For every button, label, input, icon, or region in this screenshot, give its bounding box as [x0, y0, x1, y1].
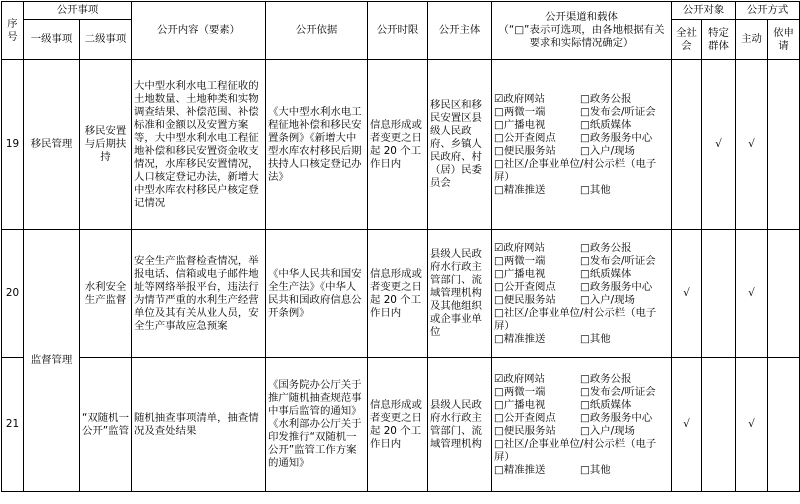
row-content: 大中型水利水电工程征收的土地数量、土地种类和实物调查结果、补偿范围、补偿标准和金额以及安置方案等，大中型水利水电工程征地补偿和移民安置资金收支情况，水库移民安置情况，人口核定登记办法，新增大中型水库农村移民户核定登记情况: [132, 60, 266, 230]
header-level2: 二级事项: [80, 20, 132, 60]
channel-option[interactable]: □政务服务中心: [580, 280, 653, 293]
channel-option[interactable]: □广播电视: [494, 118, 546, 131]
table-row: [2, 60, 800, 230]
row-subject: 县级人民政府水行政主管部门、流域管理机构及其他组织或企事业单位: [428, 230, 492, 358]
channel-option[interactable]: □精准推送: [494, 463, 546, 476]
channel-option[interactable]: □政务服务中心: [580, 131, 653, 144]
channel-option[interactable]: □发布会/听证会: [580, 105, 656, 118]
channel-option[interactable]: □公开查阅点: [494, 131, 556, 144]
row-basis: 《大中型水利水电工程征地补偿和移民安置条例》《新增大中型水库农村移民后期扶持人口核定登记办法》: [266, 60, 368, 230]
channel-option[interactable]: □便民服务站: [494, 144, 556, 157]
row-time-limit: 信息形成或者变更之日起 20 个工作日内: [368, 358, 428, 492]
header-audience: 公开对象: [672, 2, 736, 20]
channel-option[interactable]: □纸质媒体: [580, 267, 632, 280]
row-audience-all: [672, 60, 702, 230]
channel-option[interactable]: □社区/企事业单位/村公示栏（电子屏）: [494, 306, 657, 332]
channel-option[interactable]: □入户/现场: [580, 293, 635, 306]
row-subject: 县级人民政府水行政主管部门、流域管理机构: [428, 358, 492, 492]
channel-option[interactable]: □入户/现场: [580, 144, 635, 157]
channel-option[interactable]: □其他: [580, 332, 611, 345]
row-basis: 《国务院办公厅关于推广随机抽查规范事中事后监管的通知》《水利部办公厅关于印发推行“双随机一公开”监管工作方案的通知》: [266, 358, 368, 492]
table-row: [2, 230, 800, 358]
channel-option[interactable]: □发布会/听证会: [580, 385, 656, 398]
row-method-active: √: [736, 60, 768, 230]
row-content: 安全生产监督检查情况，举报电话、信箱或电子邮件地址等网络举报平台，违法行为情节严重的水利生产经营单位及其有关从业人员，安全生产事故应急预案: [132, 230, 266, 358]
channel-option[interactable]: □纸质媒体: [580, 398, 632, 411]
channel-option[interactable]: □两微一端: [494, 385, 546, 398]
header-method-active: 主动: [736, 20, 768, 60]
row-content: 随机抽查事项清单，抽查情况及查处结果: [132, 358, 266, 492]
header-channel-note: （“□”表示可选项，由各地根据有关要求和实际情况确定）: [498, 24, 665, 49]
row-method-active: √: [736, 358, 768, 492]
disclosure-table: [1, 1, 800, 492]
channel-option[interactable]: □其他: [580, 463, 611, 476]
channel-option[interactable]: □广播电视: [494, 398, 546, 411]
channel-option[interactable]: □政务公报: [580, 372, 632, 385]
row-audience-specific: [702, 230, 736, 358]
header-seq: 序号: [2, 2, 24, 60]
row-method-request: [768, 230, 800, 358]
channel-option[interactable]: □发布会/听证会: [580, 254, 656, 267]
row-seq: 21: [2, 358, 24, 492]
row-audience-specific: √: [702, 60, 736, 230]
header-method: 公开方式: [736, 2, 800, 20]
header-content: 公开内容（要素）: [132, 2, 266, 60]
channel-option[interactable]: ☑政府网站: [494, 372, 545, 385]
row-channels: [492, 230, 672, 358]
channel-option[interactable]: □纸质媒体: [580, 118, 632, 131]
channel-option[interactable]: □便民服务站: [494, 293, 556, 306]
row-audience-all: √: [672, 230, 702, 358]
row-channels: [492, 60, 672, 230]
row-subject: 移民区和移民安置区县级人民政府、乡镇人民政府、村（居）民委员会: [428, 60, 492, 230]
row-method-request: [768, 358, 800, 492]
row-seq: 19: [2, 60, 24, 230]
header-time-limit: 公开时限: [368, 2, 428, 60]
row-level2: 移民安置与后期扶持: [80, 60, 132, 230]
header-subject: 公开主体: [428, 2, 492, 60]
channel-option[interactable]: □两微一端: [494, 254, 546, 267]
row-level2: 水利安全生产监督: [80, 230, 132, 358]
header-audience-all: 全社会: [672, 20, 702, 60]
channel-option[interactable]: ☑政府网站: [494, 241, 545, 254]
channel-option[interactable]: □便民服务站: [494, 424, 556, 437]
header-audience-specific: 特定群体: [702, 20, 736, 60]
row-channels: [492, 358, 672, 492]
channel-option[interactable]: □公开查阅点: [494, 411, 556, 424]
channel-option[interactable]: □精准推送: [494, 183, 546, 196]
row-basis: 《中华人民共和国安全生产法》《中华人民共和国政府信息公开条例》: [266, 230, 368, 358]
row-time-limit: 信息形成或者变更之日起 20 个工作日内: [368, 60, 428, 230]
channel-option[interactable]: □政务公报: [580, 92, 632, 105]
row-seq: 20: [2, 230, 24, 358]
channel-option[interactable]: □政务公报: [580, 241, 632, 254]
header-level1: 一级事项: [24, 20, 80, 60]
channel-option[interactable]: □社区/企事业单位/村公示栏（电子屏）: [494, 157, 657, 183]
row-level1: 移民管理: [24, 60, 80, 230]
header-channel: [492, 2, 672, 60]
channel-option[interactable]: ☑政府网站: [494, 92, 545, 105]
row-time-limit: 信息形成或者变更之日起 20 个工作日内: [368, 230, 428, 358]
row-method-request: [768, 60, 800, 230]
header-basis: 公开依据: [266, 2, 368, 60]
row-audience-specific: [702, 358, 736, 492]
channel-option[interactable]: □其他: [580, 183, 611, 196]
channel-option[interactable]: □政务服务中心: [580, 411, 653, 424]
header-channel-title: 公开渠道和载体: [545, 11, 618, 23]
header-method-request: 依申请: [768, 20, 800, 60]
header-matter: 公开事项: [24, 2, 132, 20]
header-row-1: [2, 2, 800, 20]
row-method-active: √: [736, 230, 768, 358]
row-audience-all: √: [672, 358, 702, 492]
channel-option[interactable]: □广播电视: [494, 267, 546, 280]
channel-option[interactable]: □社区/企事业单位/村公示栏（电子屏）: [494, 437, 657, 463]
channel-option[interactable]: □公开查阅点: [494, 280, 556, 293]
row-level1: 监督管理: [24, 230, 80, 492]
row-level2: “双随机一公开”监管: [80, 358, 132, 492]
channel-option[interactable]: □入户/现场: [580, 424, 635, 437]
table-row: [2, 358, 800, 492]
channel-option[interactable]: □精准推送: [494, 332, 546, 345]
channel-option[interactable]: □两微一端: [494, 105, 546, 118]
